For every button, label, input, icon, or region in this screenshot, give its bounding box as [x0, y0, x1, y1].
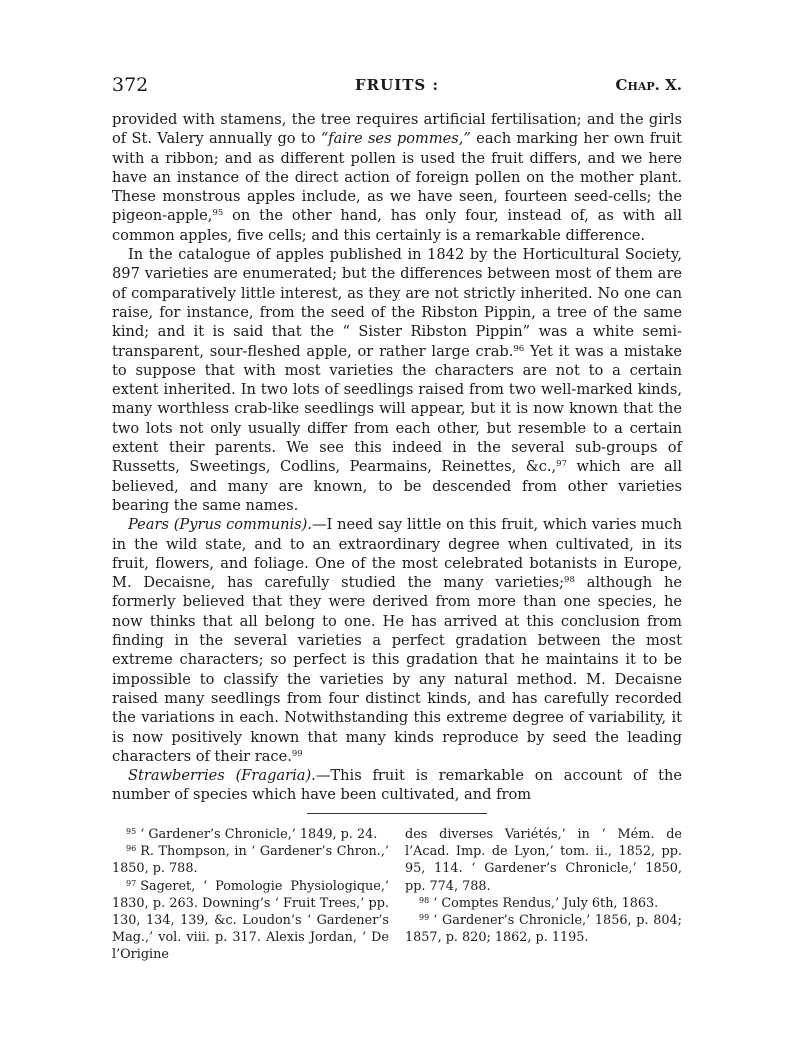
footnote: [405, 826, 682, 895]
text-run: on the other hand, has only four, instead of, as with all common apples, five cells; and this certainly is a remarkable difference.: [112, 207, 682, 244]
footnote-number: 97: [126, 878, 137, 888]
footnote-ref: 97: [556, 459, 567, 470]
italic-text: Strawberries (: [128, 767, 242, 785]
text-run: although he formerly believed that they were derived from more than one species, he now thinks that all belong to one. He has arrived at this conclusion from finding in the several varieties a perfect gradation between the most extreme characters; so perfect is this gradation that he maintains it to be impossible to classify the varieties by any natural method. M. Decaisne raised many seedlings from four distinct kinds, and has carefully recorded the variations in each. Notwithstanding this extreme degree of variability, it is now positively known that many kinds reproduce by seed the leading characters of their race.: [112, 574, 682, 765]
text-run: each marking her own fruit with a ribbon; and as different pollen is used the fruit differs, and we here have an instance of the direct action of foreign pollen on the mother plant. These monstrous apples include, as we have seen, fourteen seed-cells; the pigeon-apple,: [112, 130, 683, 225]
italic-text: “faire ses pommes,”: [320, 130, 471, 148]
footnote-text: R. Thompson, in ‘ Gardener’s Chron.,’ 1850, p. 788.: [112, 844, 389, 877]
text-run: provided with stamens, the tree requires artificial fertilisation; and the girls of St. Valery annually go to: [112, 111, 682, 148]
paragraph-strawberries: [112, 766, 682, 805]
footnote-text: ‘ Gardener’s Chronicle,’ 1856, p. 804; 1857, p. 820; 1862, p. 1195.: [405, 913, 682, 946]
text-run: —I need say little on this fruit, which varies much in the wild state, and to an extraordinary degree when cultivated, in its fruit, flowers, and foliage. One of the most celebrated botanists in Europe, M. Decaisne, has carefully studied the many varieties;: [112, 516, 682, 592]
text-run: —This fruit is remarkable on account of the number of species which have been cultivated, and from: [112, 767, 682, 804]
footnote: [112, 843, 389, 877]
text-run: which are all believed, and many are known, to be descended from other varieties bearing the same names.: [112, 458, 682, 514]
body-text: [112, 110, 682, 805]
footnote-text: ‘ Comptes Rendus,’ July 6th, 1863.: [433, 895, 659, 911]
paragraph-apples-fertilisation: [112, 110, 682, 245]
footnote: [112, 826, 389, 843]
footnote: [112, 878, 389, 964]
paragraph-apple-catalogue: [112, 245, 682, 515]
italic-text: ).: [305, 767, 316, 785]
italic-text: Pears (: [128, 516, 180, 534]
footnote-ref: 98: [564, 575, 575, 586]
italic-text: Fragaria: [241, 767, 306, 785]
footnote-number: 98: [419, 895, 430, 905]
footnote-text: Sageret, ‘ Pomologie Physiologique,’ 1830, p. 263. Downing’s ‘ Fruit Trees,’ pp. 130, 134, 139, &c. Loudon’s ‘ Gardener’s Mag.,’ vol. viii. p. 317. Alexis Jordan, ‘ De l’Origine: [112, 878, 389, 963]
text-run: In the catalogue of apples published in 1842 by the Horticultural Society, 897 varieties are enumerated; but the differences between most of them are of comparatively little interest, as they are not strictly inherited. No one can raise, for instance, from the seed of the Ribston Pippin, a tree of the same kind; and it is said that the “ Sister Ribston Pippin” was a white semi-transparent, sour-fleshed apple, or rather large crab.: [112, 246, 682, 360]
paragraph-pears: [112, 515, 682, 766]
footnotes: [112, 826, 682, 964]
footnote-ref: 96: [513, 343, 525, 354]
footnote-number: 99: [419, 913, 430, 923]
footnote-text: ‘ Gardener’s Chronicle,’ 1849, p. 24.: [140, 827, 378, 842]
running-header: [112, 74, 682, 100]
book-page: [112, 74, 682, 814]
footnotes-left-column: [112, 826, 389, 964]
italic-text: Pyrus communis: [179, 516, 302, 534]
footnote-ref: 95: [212, 208, 224, 219]
text-run: Yet it was a mistake to suppose that with most varieties the characters are not to a certain extent inherited. In two lots of seedlings raised from two well-marked kinds, many worthless crab-like seedlings will appear, but it is now known that the two lots not only usually differ from each other, but resemble to a certain extent their parents. We see this indeed in the several sub-groups of Russetts, Sweetings, Codlins, Pearmains, Reinettes, &c.,: [112, 342, 682, 476]
footnotes-right-column: [405, 826, 682, 964]
running-title: FRUITS :: [355, 76, 439, 94]
page-number: 372: [112, 74, 149, 96]
footnote-text: des diverses Variétés,’ in ‘ Mém. de l’Acad. Imp. de Lyon,’ tom. ii., 1852, pp. 95, 114. ‘ Gardener’s Chronicle,’ 1850, pp. 774, 788.: [405, 827, 682, 894]
footnote: [405, 895, 682, 912]
footnote: [405, 912, 682, 946]
footnote-number: 95: [126, 827, 137, 836]
italic-text: ).: [301, 516, 313, 534]
footnote-ref: 99: [291, 748, 303, 759]
footnote-number: 96: [126, 844, 137, 854]
chapter-label: Chap. X.: [615, 76, 682, 94]
footnote-rule: [307, 813, 487, 814]
